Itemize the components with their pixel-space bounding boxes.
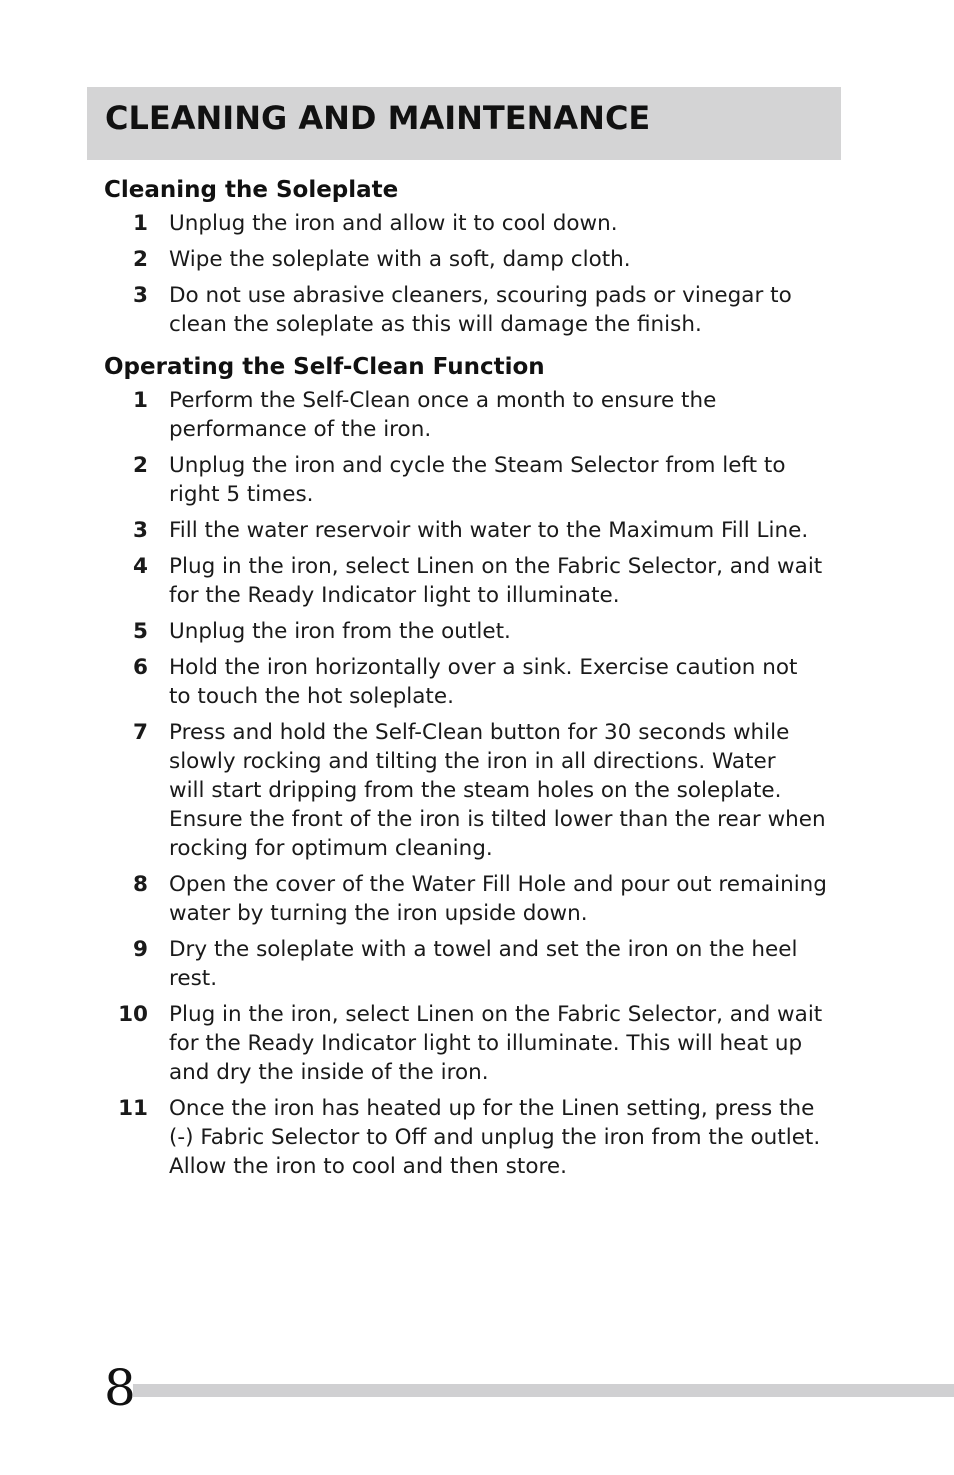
step-item — [104, 718, 834, 863]
step-number: 1 — [133, 388, 148, 413]
step-number: 1 — [133, 211, 148, 236]
step-number: 3 — [133, 518, 148, 543]
step-number: 10 — [118, 1002, 148, 1027]
step-item — [104, 653, 834, 711]
step-number: 2 — [133, 247, 148, 272]
step-text: Fill the water reservoir with water to the Maximum Fill Line. — [169, 518, 809, 543]
step-text: Plug in the iron, select Linen on the Fabric Selector, and wait for the Ready Indicator light to illuminate. — [169, 554, 823, 608]
step-text: Plug in the iron, select Linen on the Fabric Selector, and wait for the Ready Indicator light to illuminate. This will heat up and dry the inside of the iron. — [169, 1002, 823, 1085]
step-text: Open the cover of the Water Fill Hole and pour out remaining water by turning the iron upside down. — [169, 872, 827, 926]
footer-bar — [133, 1384, 954, 1397]
page-title: CLEANING AND MAINTENANCE — [105, 99, 651, 137]
step-text: Perform the Self-Clean once a month to ensure the performance of the iron. — [169, 388, 717, 442]
step-item — [104, 245, 834, 274]
step-item — [104, 870, 834, 928]
step-list — [104, 209, 834, 339]
step-text: Once the iron has heated up for the Linen setting, press the (-) Fabric Selector to Off and unplug the iron from the outlet. Allow the iron to cool and then store. — [169, 1096, 821, 1179]
step-number: 8 — [133, 872, 148, 897]
step-text: Unplug the iron and cycle the Steam Selector from left to right 5 times. — [169, 453, 786, 507]
step-item — [104, 1000, 834, 1087]
step-item — [104, 617, 834, 646]
step-item — [104, 935, 834, 993]
step-item — [104, 552, 834, 610]
step-number: 6 — [133, 655, 148, 680]
page-number: 8 — [104, 1359, 136, 1417]
step-number: 5 — [133, 619, 148, 644]
step-number: 11 — [118, 1096, 148, 1121]
step-item — [104, 516, 834, 545]
step-item — [104, 386, 834, 444]
section-heading: Operating the Self-Clean Function — [104, 354, 545, 380]
step-number: 9 — [133, 937, 148, 962]
step-text: Dry the soleplate with a towel and set the iron on the heel rest. — [169, 937, 798, 991]
step-text: Hold the iron horizontally over a sink. Exercise caution not to touch the hot soleplate. — [169, 655, 798, 709]
step-item — [104, 1094, 834, 1181]
section-heading: Cleaning the Soleplate — [104, 177, 399, 203]
step-text: Do not use abrasive cleaners, scouring pads or vinegar to clean the soleplate as this will damage the finish. — [169, 283, 792, 337]
step-text: Unplug the iron from the outlet. — [169, 619, 511, 644]
step-number: 2 — [133, 453, 148, 478]
step-text: Wipe the soleplate with a soft, damp cloth. — [169, 247, 631, 272]
section-cleaning-soleplate — [104, 175, 834, 346]
step-text: Unplug the iron and allow it to cool down. — [169, 211, 618, 236]
step-list — [104, 386, 834, 1181]
step-item — [104, 451, 834, 509]
step-number: 3 — [133, 283, 148, 308]
step-number: 7 — [133, 720, 148, 745]
step-text: Press and hold the Self-Clean button for 30 seconds while slowly rocking and tilting the iron in all directions. Water will start dripping from the steam holes on the soleplate. Ensure the front of the iron is tilted lower than the rear when rocking for optimum cleaning. — [169, 720, 826, 861]
section-self-clean — [104, 352, 834, 1188]
step-number: 4 — [133, 554, 148, 579]
step-item — [104, 281, 834, 339]
step-item — [104, 209, 834, 238]
